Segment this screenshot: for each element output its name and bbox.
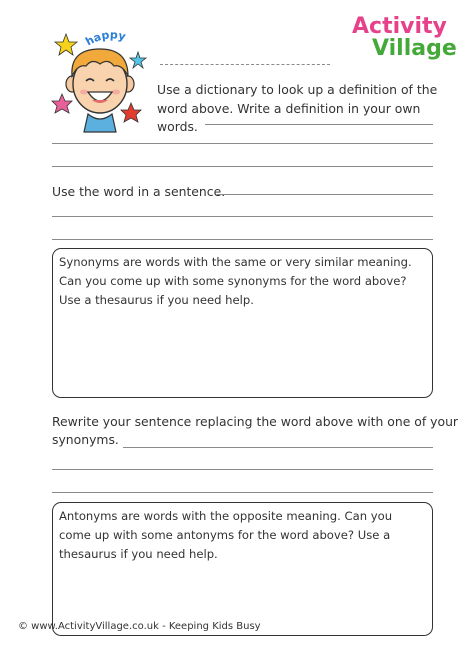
logo-village: Village: [372, 36, 457, 61]
writing-line[interactable]: [123, 447, 433, 448]
antonyms-instructions: Antonyms are words with the opposite meaning. Can you come up with some antonyms for the word above? Use a thesaurus if you need help.: [59, 509, 393, 561]
rewrite-prompt-line-2: synonyms.: [52, 432, 119, 447]
star-red-icon: [121, 103, 141, 122]
sentence-prompt: Use the word in a sentence.: [52, 184, 226, 199]
svg-text:happy: [83, 28, 127, 48]
happy-caption: happy: [83, 28, 128, 49]
star-pink-icon: [52, 94, 72, 113]
definition-prompt-line-3: words.: [157, 119, 198, 134]
star-yellow-icon: [55, 34, 77, 55]
writing-line[interactable]: [52, 143, 433, 144]
writing-line[interactable]: [217, 194, 433, 195]
antonyms-box[interactable]: [52, 502, 433, 636]
writing-line[interactable]: [52, 492, 433, 493]
definition-prompt-line-1: Use a dictionary to look up a definition of the: [157, 82, 438, 97]
writing-line[interactable]: [52, 166, 433, 167]
star-blue-icon: [130, 52, 146, 68]
footer-credit: © www.ActivityVillage.co.uk - Keeping Kids Busy: [18, 621, 261, 632]
writing-line[interactable]: [52, 469, 433, 470]
definition-prompt-line-2: word above. Write a definition in your own: [157, 101, 421, 116]
happy-boy-illustration: [48, 24, 158, 134]
writing-line[interactable]: [52, 216, 433, 217]
synonyms-box[interactable]: [52, 248, 433, 398]
rewrite-prompt-line-1: Rewrite your sentence replacing the word above with one of your: [52, 414, 459, 429]
logo-activity: Activity: [352, 14, 447, 39]
writing-line[interactable]: [205, 124, 433, 125]
writing-line[interactable]: [52, 239, 433, 240]
synonyms-instructions: Synonyms are words with the same or very similar meaning. Can you come up with some synonyms for the word above? Use a thesaurus if you need help.: [59, 255, 412, 307]
word-line: [160, 64, 330, 65]
